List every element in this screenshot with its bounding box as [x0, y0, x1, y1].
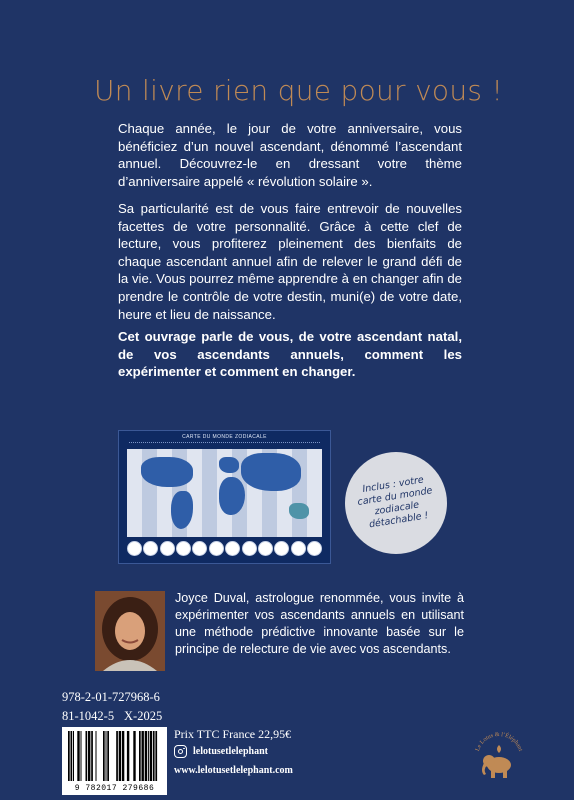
- zodiac-sign-circle: [258, 541, 273, 556]
- map-zone-stripe: [127, 449, 142, 537]
- website-link[interactable]: www.lelotusetlelephant.com: [174, 765, 293, 776]
- barcode-bar: [86, 731, 88, 781]
- badge-text: Inclus : votre carte du monde zodiacale détachable !: [356, 474, 434, 531]
- map-zone-stripe: [202, 449, 217, 537]
- edition-code: X-2025: [124, 709, 163, 723]
- barcode-digits: 9 782017 279686: [74, 784, 155, 793]
- intro-paragraph: Chaque année, le jour de votre anniversaire, vous bénéficiez d’un nouvel ascendant, dénommé l’ascendant annuel. Découvrez-le en dressant votre thème d’anniversaire appelé « révolution solaire ».: [118, 121, 462, 189]
- description-paragraph: Sa particularité est de vous faire entrevoir de nouvelles facettes de votre personnalité. Grâce à cette clef de lecture, vous profiterez pleinement des bienfaits de chaque ascendant annuel afin de relever le grand défi de la vie. Vous pourrez même apprendre à en changer afin de prendre le contrôle de votre destin, muni(e) de votre date, heure et lieu de naissance.: [118, 201, 462, 322]
- zodiac-sign-circle: [127, 541, 142, 556]
- barcode-bar: [133, 731, 135, 781]
- barcode-bar: [81, 731, 82, 781]
- barcode-bar: [150, 731, 152, 781]
- author-bio: Joyce Duval, astrologue renommée, vous invite à expérimenter vos ascendants annuels en utilisant une méthode prédictive innovante basée sur le principe de relecture de vie avec vos ascendants.: [175, 591, 464, 656]
- instagram-link[interactable]: [174, 745, 268, 758]
- barcode-bar: [96, 731, 97, 781]
- author-portrait-icon: [95, 591, 165, 671]
- zodiac-sign-circle: [291, 541, 306, 556]
- zodiac-sign-circle: [160, 541, 175, 556]
- barcode-bars: [62, 727, 167, 783]
- map-land-australia: [289, 503, 309, 519]
- map-legend: [129, 442, 320, 447]
- barcode-bar: [71, 731, 73, 781]
- barcode-bar: [106, 731, 107, 781]
- cover-title: Un livre rien que pour vous !: [94, 74, 504, 107]
- zodiac-sign-circle: [225, 541, 240, 556]
- barcode-bar: [122, 731, 124, 781]
- barcode-bar: [145, 731, 147, 781]
- barcode-bar: [153, 731, 155, 781]
- barcode-bar: [68, 731, 70, 781]
- barcode-bar: [148, 731, 149, 781]
- publisher-logo: [470, 727, 528, 785]
- map-land-asia: [241, 453, 301, 491]
- zodiac-sign-circle: [307, 541, 322, 556]
- zodiac-sign-circle: [274, 541, 289, 556]
- map-land-north-america: [141, 457, 193, 487]
- zodiac-sign-circle: [192, 541, 207, 556]
- zodiac-sign-circle: [209, 541, 224, 556]
- barcode-bar: [73, 731, 74, 781]
- price: Prix TTC France 22,95€: [174, 727, 292, 741]
- barcode-bar: [77, 731, 79, 781]
- map-title: CARTE DU MONDE ZODIACALE: [182, 434, 267, 440]
- zodiac-sign-circle: [242, 541, 257, 556]
- barcode-bar: [155, 731, 157, 781]
- isbn: 978-2-01-727968-6: [62, 690, 160, 704]
- barcode-bar: [91, 731, 93, 781]
- barcode: [62, 727, 167, 795]
- zodiac-sign-circle: [176, 541, 191, 556]
- zodiac-sign-circle: [143, 541, 158, 556]
- barcode-bar: [116, 731, 118, 781]
- elephant-icon: [482, 745, 511, 778]
- instagram-icon: [174, 745, 187, 758]
- zodiac-sign-circles: [127, 541, 322, 557]
- highlight-paragraph: Cet ouvrage parle de vous, de votre ascendant natal, de vos ascendants annuels, comment les expérimenter et comment en changer.: [118, 329, 462, 380]
- barcode-bar: [107, 731, 109, 781]
- product-code: 81-1042-5: [62, 709, 115, 723]
- instagram-handle: lelotusetlelephant: [193, 746, 268, 757]
- barcode-bar: [119, 731, 121, 781]
- barcode-bar: [139, 731, 141, 781]
- barcode-bar: [127, 731, 129, 781]
- map-area: [127, 449, 322, 537]
- barcode-bar: [103, 731, 105, 781]
- author-photo: [95, 591, 165, 671]
- barcode-bar: [142, 731, 144, 781]
- map-land-europe: [219, 457, 239, 473]
- zodiac-world-map: [118, 430, 331, 564]
- barcode-bar: [88, 731, 90, 781]
- map-zone-stripe: [307, 449, 322, 537]
- included-map-badge: [345, 452, 447, 554]
- publisher-logo-text: Le Lotus & l’Éléphant: [474, 731, 524, 753]
